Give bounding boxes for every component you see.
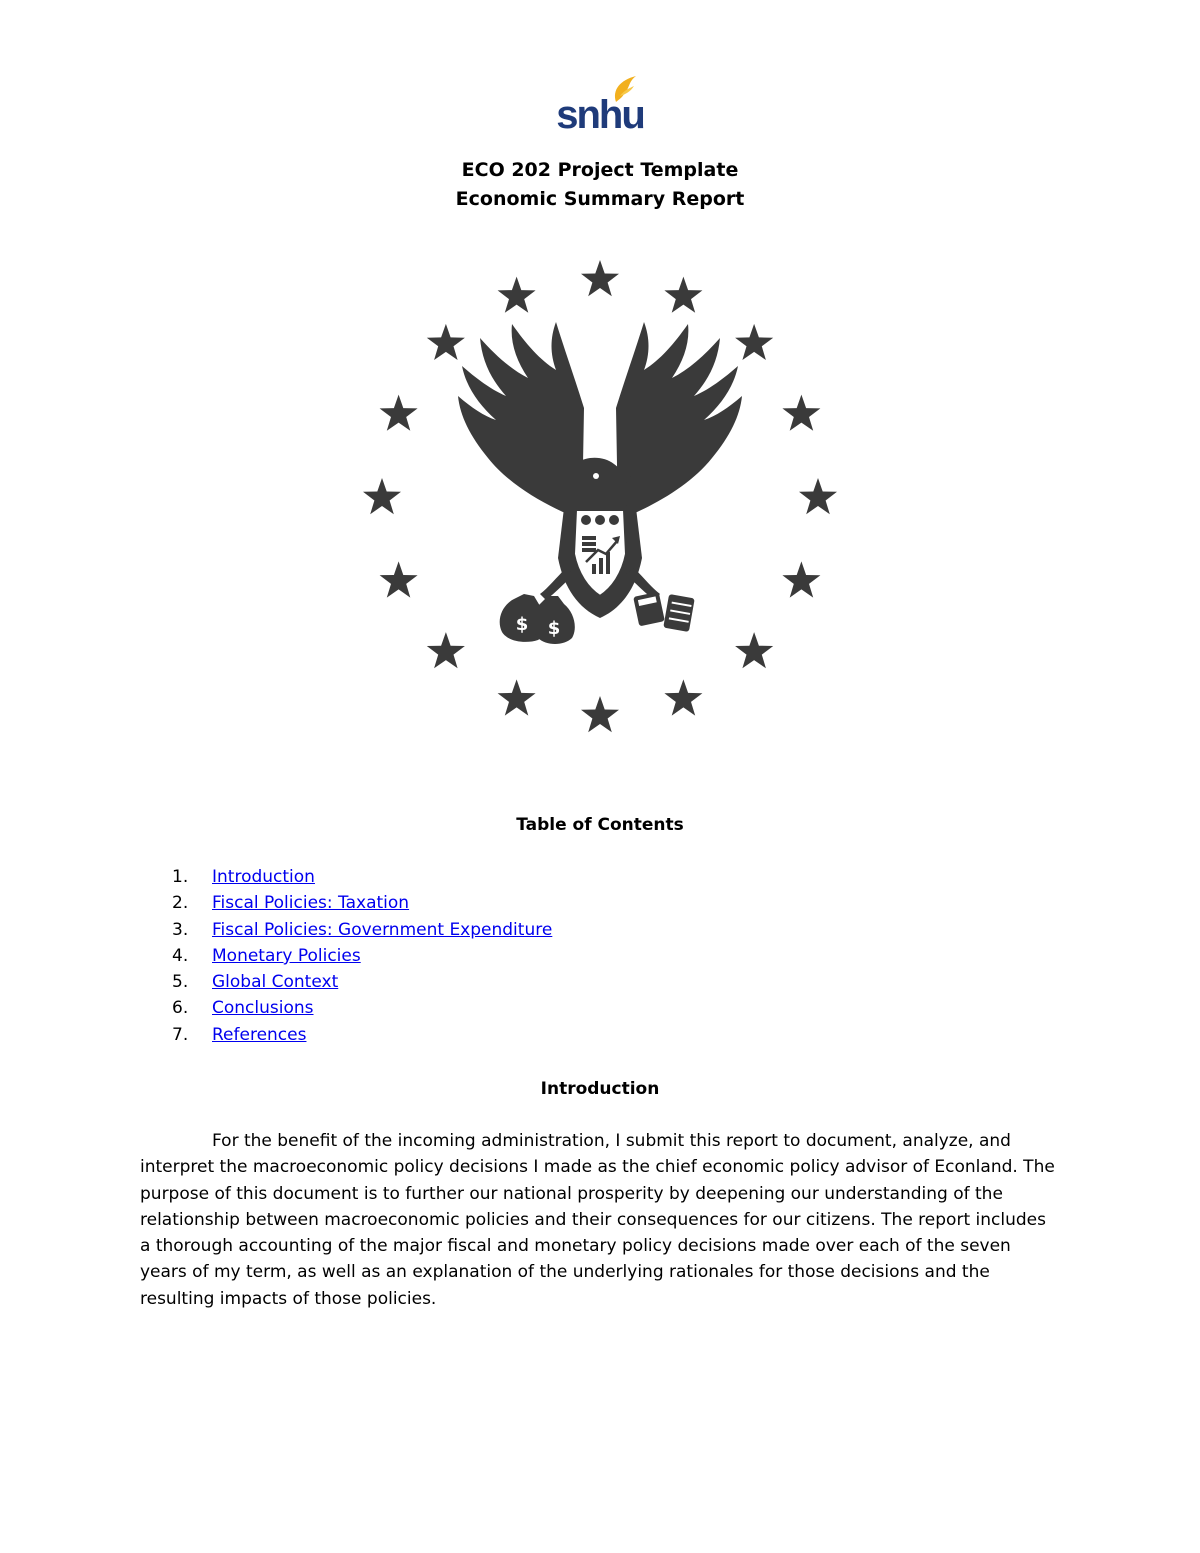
toc-item	[172, 890, 552, 916]
document-title: ECO 202 Project Template	[461, 159, 739, 181]
star-icon	[380, 395, 418, 431]
left-wing	[458, 322, 584, 520]
toc-link-monetary-policies[interactable]: Monetary Policies	[212, 945, 361, 966]
star-icon	[664, 679, 702, 715]
document-subtitle: Economic Summary Report	[455, 188, 745, 210]
snhu-logo	[550, 72, 650, 136]
toc-item-number: 6.	[172, 998, 189, 1019]
toc-link-fiscal-policies-taxation[interactable]: Fiscal Policies: Taxation	[212, 893, 410, 914]
money-bag-icon	[500, 594, 575, 644]
introduction-heading: Introduction	[540, 1079, 660, 1099]
star-icon	[664, 277, 702, 313]
toc-item	[172, 1022, 552, 1048]
toc-item	[172, 969, 552, 995]
eagle-seal-icon	[360, 258, 840, 738]
eagle-seal-graphic	[360, 258, 840, 738]
toc-item	[172, 995, 552, 1021]
toc-link-conclusions[interactable]: Conclusions	[212, 998, 314, 1019]
toc-item-number: 2.	[172, 893, 189, 914]
bag-label-2: $	[547, 618, 561, 639]
toc-link-global-context[interactable]: Global Context	[212, 972, 339, 993]
star-icon	[782, 561, 820, 597]
currency-symbols	[581, 515, 619, 525]
star-icon	[363, 478, 401, 514]
calculator-icon	[633, 592, 665, 627]
toc-item	[172, 943, 552, 969]
star-icon	[380, 561, 418, 597]
star-icon	[799, 478, 837, 514]
introduction-paragraph: For the benefit of the incoming administration, I submit this report to document, analyze, and interpret the macroeconomic policy decisions I made as the chief economic policy advisor of Econland. The purpose of this document is to further our national prosperity by deepening our understanding of the relationship between macroeconomic policies and their consequences for our citizens. The report includes a thorough accounting of the major fiscal and monetary policy decisions made over each of the seven years of my term, as well as an explanation of the underlying rationales for those decisions and the resulting impacts of those policies.	[140, 1131, 1055, 1309]
star-icon	[782, 395, 820, 431]
toc-item	[172, 864, 552, 890]
logo-wordmark: snhu	[556, 93, 644, 136]
star-icon	[427, 632, 465, 668]
toc-link-references[interactable]: References	[212, 1024, 307, 1045]
toc-item-number: 7.	[172, 1024, 189, 1045]
star-icon	[735, 324, 773, 360]
toc-item-number: 5.	[172, 972, 189, 993]
toc-link-introduction[interactable]: Introduction	[212, 867, 315, 887]
toc-heading: Table of Contents	[516, 815, 684, 835]
toc-item	[172, 917, 552, 943]
abacus-icon	[663, 594, 695, 632]
toc-link-fiscal-policies-government-expenditure[interactable]: Fiscal Policies: Government Expenditure	[212, 919, 553, 940]
star-icon	[735, 632, 773, 668]
star-icon	[581, 260, 619, 296]
star-icon	[581, 696, 619, 732]
toc-item-number: 3.	[172, 919, 189, 940]
star-icon	[498, 679, 536, 715]
toc-item-number: 4.	[172, 945, 189, 966]
toc-list	[172, 864, 552, 1048]
title-block	[0, 156, 1200, 214]
bag-label-1: $	[515, 614, 529, 635]
star-icon	[427, 324, 465, 360]
right-wing	[616, 322, 742, 520]
snhu-logo-mark	[550, 72, 650, 136]
toc-item-number: 1.	[172, 867, 189, 887]
star-icon	[498, 277, 536, 313]
